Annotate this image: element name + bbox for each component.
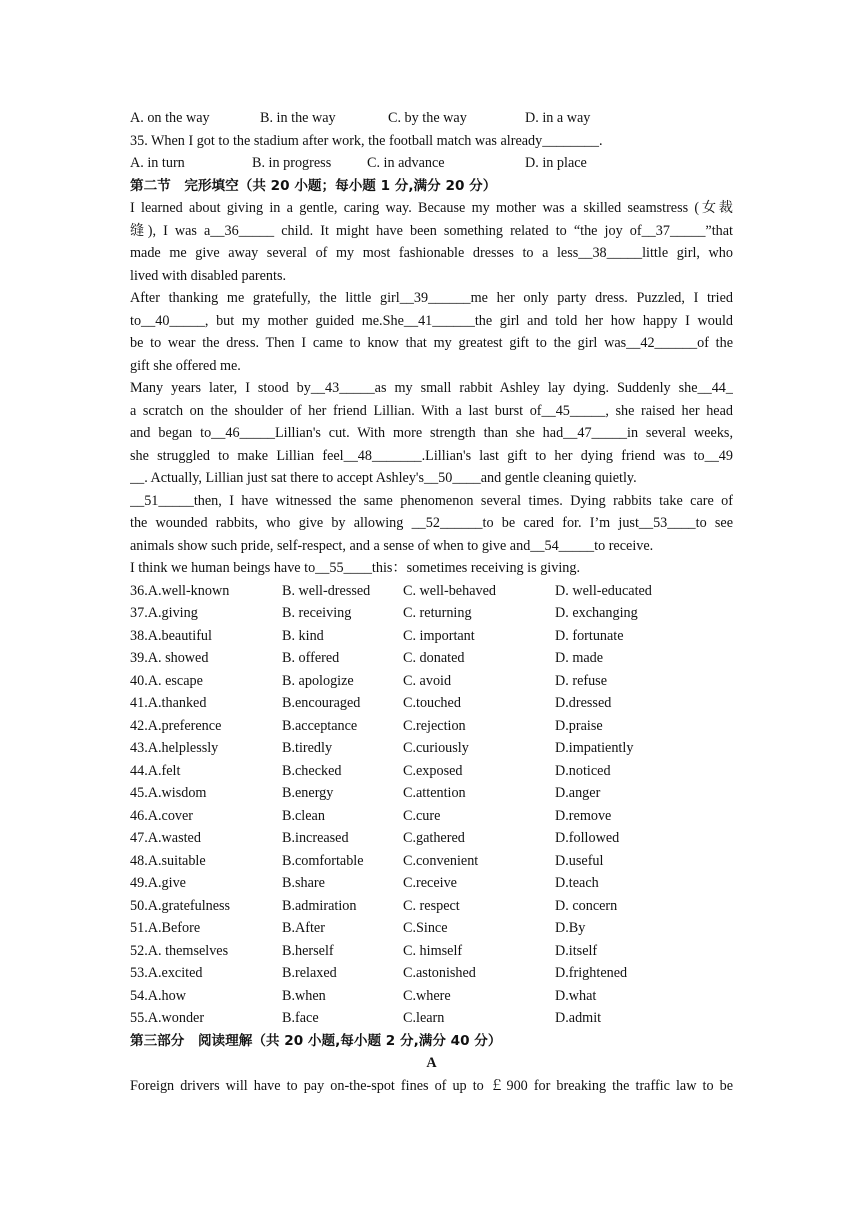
option-row (130, 625, 733, 648)
cloze-passage (130, 197, 733, 580)
option-c: C. respect (403, 897, 460, 914)
option-b: B. in progress (252, 155, 332, 171)
option-c: C.convenient (403, 852, 479, 869)
option-c: C.touched (403, 695, 461, 711)
option-d: D. made (555, 650, 604, 666)
option-row (130, 872, 733, 895)
option-row (130, 1007, 733, 1030)
option-d: D. in a way (525, 110, 591, 126)
option-row (130, 715, 733, 738)
option-d: D.By (555, 920, 586, 936)
option-c: C.receive (403, 875, 457, 891)
q35-stem: 35. When I got to the stadium after work, the football match was already________. (130, 132, 603, 149)
q35-options (130, 152, 733, 175)
option-c: C.cure (403, 807, 441, 824)
option-a: 48.A.suitable (130, 852, 206, 869)
passage-line: a scratch on the shoulder of her friend Lillian. With a last burst of__45_____, she raised her head (130, 402, 733, 419)
option-a: 54.A.how (130, 987, 186, 1004)
section2-heading: 第二节 完形填空（共 20 小题；每小题 1 分,满分 20 分） (130, 177, 497, 194)
option-b: B. apologize (282, 672, 354, 689)
option-c: C.where (403, 987, 451, 1004)
passage-line: After thanking me gratefully, the little girl__39______me her only party dress. Puzzled, I tried (130, 290, 733, 306)
option-b: B.admiration (282, 897, 357, 914)
passage-line: animals show such pride, self-respect, and a sense of when to give and__54_____to receive. (130, 537, 654, 554)
section3-heading: 第三部分 阅读理解（共 20 小题,每小题 2 分,满分 40 分） (130, 1032, 502, 1049)
option-a: 44.A.felt (130, 762, 181, 779)
option-row (130, 827, 733, 850)
option-a: 39.A. showed (130, 650, 209, 666)
cloze-options-table (130, 580, 733, 1030)
option-a: 42.A.preference (130, 717, 222, 734)
option-b: B.checked (282, 762, 342, 779)
option-b: B. in the way (260, 110, 336, 126)
option-a: 46.A.cover (130, 807, 194, 824)
option-c: C. himself (403, 942, 463, 959)
option-row (130, 580, 733, 603)
option-row (130, 850, 733, 873)
option-row (130, 737, 733, 760)
passage-line: __51_____then, I have witnessed the same phenomenon several times. Dying rabbits take care of (130, 492, 733, 509)
option-a: 45.A.wisdom (130, 785, 207, 801)
option-a: A. on the way (130, 110, 210, 126)
q34-options (130, 107, 733, 130)
option-c: C. avoid (403, 672, 452, 689)
passage-line: lived with disabled parents. (130, 267, 287, 284)
option-a: A. in turn (130, 155, 185, 171)
passage-line: I think we human beings have to__55____this：sometimes receiving is giving. (130, 560, 580, 576)
option-d: D.noticed (555, 762, 611, 779)
option-c: C. returning (403, 605, 472, 621)
option-b: B.comfortable (282, 852, 364, 869)
option-c: C. in advance (367, 155, 445, 171)
option-a: 43.A.helplessly (130, 740, 219, 756)
option-a: 41.A.thanked (130, 695, 207, 711)
option-d: D.remove (555, 807, 612, 824)
option-a: 53.A.excited (130, 965, 203, 981)
option-d: D.praise (555, 717, 603, 734)
option-c: C. donated (403, 650, 465, 666)
option-row (130, 917, 733, 940)
passage-line: made me give away several of my most fashionable dresses to a less__38_____little girl, who (130, 245, 733, 261)
option-c: C.gathered (403, 830, 465, 846)
option-c: C.Since (403, 920, 448, 936)
option-a: 55.A.wonder (130, 1010, 205, 1026)
option-c: C.astonished (403, 965, 476, 981)
option-b: B.relaxed (282, 965, 337, 981)
exam-page (130, 107, 733, 1097)
option-c: C.learn (403, 1010, 445, 1026)
passage-a-label: A (426, 1055, 437, 1071)
option-row (130, 782, 733, 805)
option-c: C.rejection (403, 717, 466, 734)
option-b: B. kind (282, 627, 324, 644)
option-a: 36.A.well-known (130, 582, 230, 599)
option-d: D. fortunate (555, 627, 624, 644)
option-a: 47.A.wasted (130, 830, 201, 846)
passage-line: and began to__46_____Lillian's cut. With more strength than she had__47_____in several weeks, (130, 425, 733, 441)
option-row (130, 760, 733, 783)
option-d: D.teach (555, 875, 599, 891)
option-b: B.share (282, 875, 325, 891)
option-d: D.admit (555, 1010, 602, 1026)
option-a: 50.A.gratefulness (130, 897, 231, 914)
option-d: D. exchanging (555, 605, 638, 621)
option-d: D.anger (555, 785, 601, 801)
option-row (130, 805, 733, 828)
passage-line: be to wear the dress. Then I came to know that my greatest gift to the girl was__42______of the (130, 335, 733, 351)
option-c: C.exposed (403, 762, 463, 779)
option-d: D.dressed (555, 695, 612, 711)
passage-line: gift she offered me. (130, 357, 241, 374)
option-b: B.increased (282, 830, 349, 846)
option-row (130, 895, 733, 918)
option-b: B.when (282, 987, 326, 1004)
passage-line: __. Actually, Lillian just sat there to accept Ashley's__50____and gentle cleaning quietly. (130, 470, 637, 486)
option-d: D.what (555, 987, 597, 1004)
passage-line: Many years later, I stood by__43_____as my small rabbit Ashley lay dying. Suddenly she__44_ (130, 380, 733, 396)
option-d: D.frightened (555, 965, 628, 981)
option-d: D. concern (555, 897, 618, 914)
option-row (130, 985, 733, 1008)
passage-a-first-line: Foreign drivers will have to pay on-the-spot fines of up to ￡900 for breaking the traffic law to be (130, 1077, 733, 1094)
option-d: D.itself (555, 942, 598, 959)
passage-line: to__40_____, but my mother guided me.She__41______the girl and told her how happy I would (130, 312, 733, 329)
passage-line: the wounded rabbits, who give by allowing __52______to be cared for. I’m just__53____to see (130, 515, 733, 531)
option-row (130, 962, 733, 985)
option-c: C. important (403, 627, 475, 644)
option-a: 40.A. escape (130, 672, 203, 689)
option-d: D.impatiently (555, 740, 634, 756)
option-c: C.attention (403, 785, 466, 801)
option-d: D. well-educated (555, 582, 652, 599)
passage-line: I learned about giving in a gentle, caring way. Because my mother was a skilled seamstress (女裁 (130, 200, 733, 216)
option-a: 38.A.beautiful (130, 627, 212, 644)
option-row (130, 940, 733, 963)
option-b: B.encouraged (282, 695, 361, 711)
option-c: C. by the way (388, 110, 467, 126)
option-b: B.After (282, 920, 325, 936)
option-c: C. well-behaved (403, 582, 496, 599)
option-b: B.acceptance (282, 717, 358, 734)
passage-line: she struggled to make Lillian feel__48_______.Lillian's last gift to her dying friend was to__49 (130, 447, 733, 464)
option-b: B. receiving (282, 605, 352, 621)
option-b: B.clean (282, 807, 325, 824)
option-d: D.useful (555, 852, 604, 869)
option-b: B.tiredly (282, 740, 333, 756)
option-d: D. in place (525, 155, 587, 171)
option-b: B.face (282, 1010, 319, 1026)
option-a: 49.A.give (130, 875, 186, 891)
option-row (130, 670, 733, 693)
option-a: 37.A.giving (130, 605, 198, 621)
option-c: C.curiously (403, 740, 469, 756)
option-d: D. refuse (555, 672, 607, 689)
option-a: 52.A. themselves (130, 942, 229, 959)
option-b: B.energy (282, 785, 334, 801)
passage-line: 缝), I was a__36_____ child. It might have been something related to “the joy of__37_____”that (130, 222, 733, 239)
option-a: 51.A.Before (130, 920, 201, 936)
option-b: B. well-dressed (282, 582, 371, 599)
option-b: B. offered (282, 650, 340, 666)
option-row (130, 692, 733, 715)
option-row (130, 647, 733, 670)
option-b: B.herself (282, 942, 334, 959)
option-d: D.followed (555, 830, 620, 846)
option-row (130, 602, 733, 625)
